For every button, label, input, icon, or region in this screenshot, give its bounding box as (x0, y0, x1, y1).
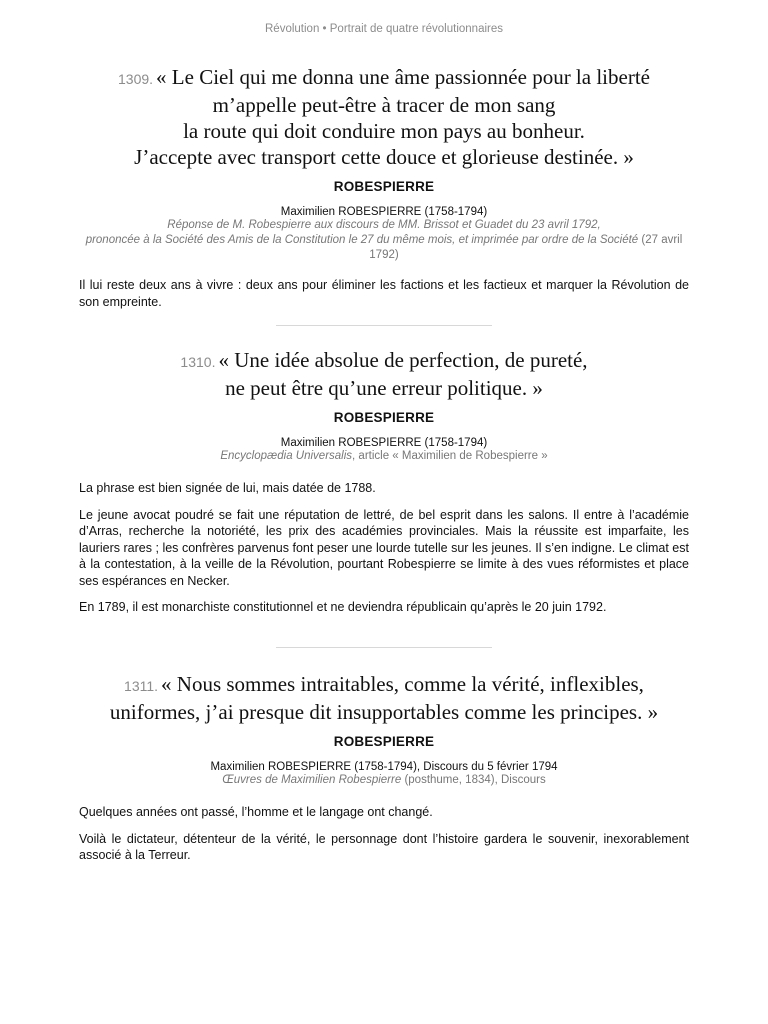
quote-number: 1309. (118, 71, 154, 87)
source-author-dates: Maximilien ROBESPIERRE (1758-1794) (280, 437, 488, 449)
commentary-paragraph: Quelques années ont passé, l’homme et le langage ont changé. (79, 805, 433, 819)
quote-number: 1311. (124, 678, 159, 694)
commentary-paragraph: Il lui reste deux ans à vivre : deux ans pour éliminer les factions et les factieux et marquer la Révolution de son empreinte. (79, 278, 689, 309)
separator (276, 325, 492, 326)
commentary-paragraph: Le jeune avocat poudré se fait une réputation de lettré, de bel esprit dans les salons. Il entre à l’académie d’Arras, recherche la notoriété, les prix des académies provinciales. Mais la réussite est imparfaite, les lauriers rares ; les confrères parvenus font peser une lourde tutelle sur les jeunes. Il s’en indigne. Le climat est à la contestation, à la veille de la Révolution, pourtant Robespierre se limite à des vues réformistes et place ses espérances en Necker. (79, 507, 689, 588)
source-author-dates: Maximilien ROBESPIERRE (1758-1794) (280, 206, 488, 218)
quote-author: ROBESPIERRE (333, 410, 435, 425)
commentary-paragraph: Voilà le dictateur, détenteur de la vérité, le personnage dont l’histoire gardera le souvenir, inexorablement associé à la Terreur. (79, 831, 689, 862)
quote-author: ROBESPIERRE (333, 734, 435, 749)
source-reference: Encyclopædia Universalis, article « Maximilien de Robespierre » (220, 450, 548, 462)
quote-author: ROBESPIERRE (333, 179, 435, 194)
quote-number: 1310. (180, 354, 216, 370)
running-head: Révolution • Portrait de quatre révolutionnaires (265, 23, 503, 35)
source-reference: Réponse de M. Robespierre aux discours de MM. Brissot et Guadet du 23 avril 1792, prononcée à la Société des Amis de la Constitution le 27 du même mois, et imprimée par ordre de la Société (27 avril 1792) (85, 219, 683, 261)
quote-entry-1311 (79, 671, 689, 864)
quote-entry-1309 (79, 64, 689, 310)
commentary-paragraph: En 1789, il est monarchiste constitutionnel et ne deviendra républicain qu’après le 20 juin 1792. (79, 600, 607, 614)
source-author-dates: Maximilien ROBESPIERRE (1758-1794), Discours du 5 février 1794 (210, 761, 558, 773)
commentary-paragraph: La phrase est bien signée de lui, mais datée de 1788. (79, 481, 376, 495)
quote-text: 1310. « Une idée absolue de perfection, de pureté, ne peut être qu’une erreur politique. » (180, 348, 588, 400)
separator (276, 647, 492, 648)
quote-entry-1310 (79, 347, 689, 616)
quote-text: 1309. « Le Ciel qui me donna une âme passionnée pour la liberté m’appelle peut-être à tracer de mon sang la route qui doit conduire mon pays au bonheur. J’accepte avec transport cette douce et glorieuse destinée. » (118, 65, 650, 169)
source-reference: Œuvres de Maximilien Robespierre (posthume, 1834), Discours (222, 774, 546, 786)
quote-text: 1311. « Nous sommes intraitables, comme la vérité, inflexibles, uniformes, j’ai presque dit insupportables comme les principes. » (109, 672, 659, 724)
